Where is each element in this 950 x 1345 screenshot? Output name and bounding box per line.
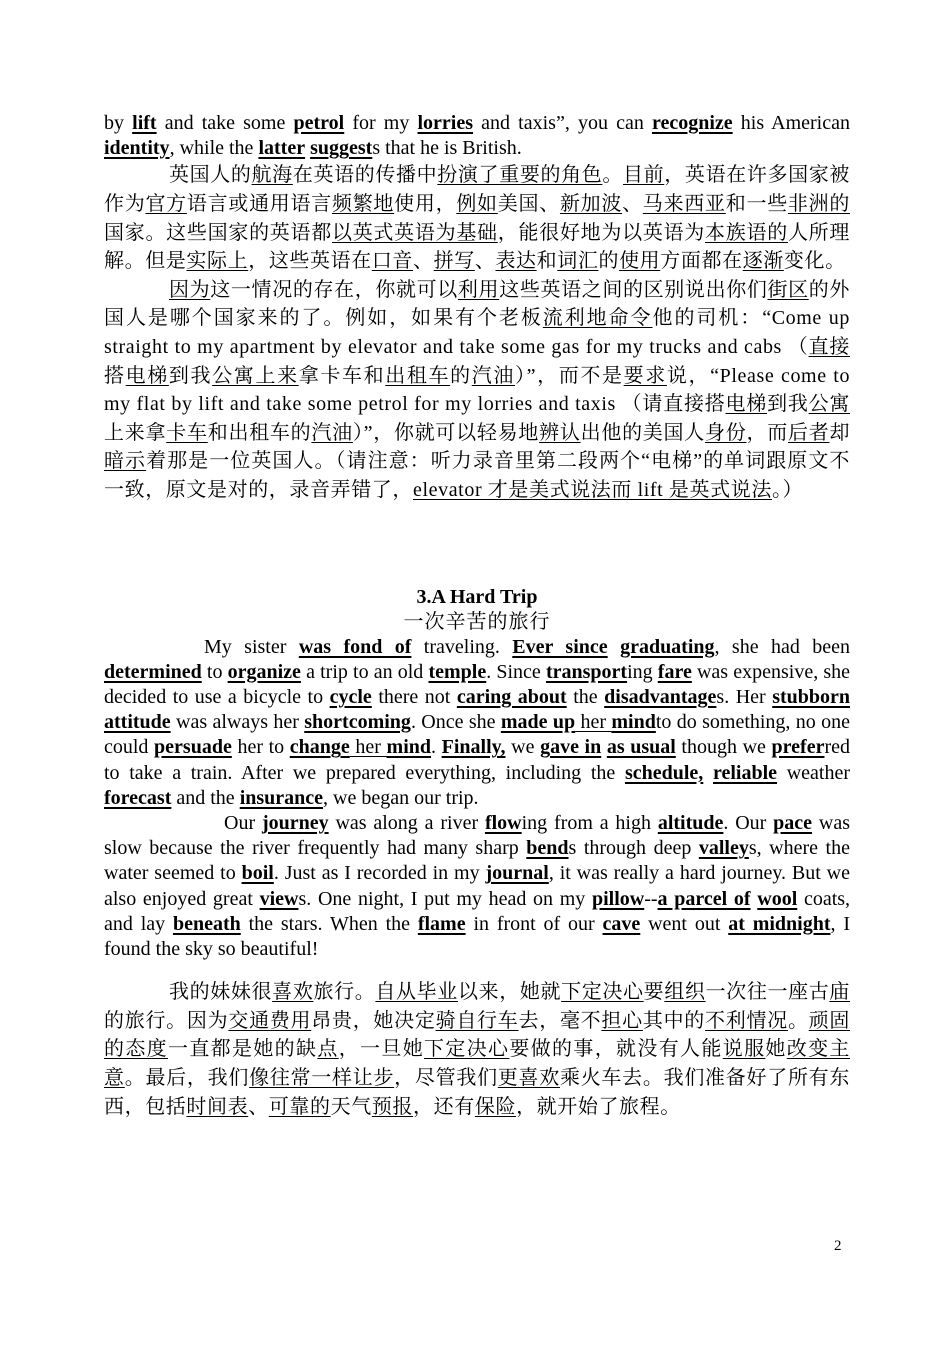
paragraph-english-2: My sister was fond of traveling. Ever since graduating, she had been determined to organize a trip to an old temple. Since transporting fare was expensive, she decided to use a bicycle to cycle there not caring about the disadvantages. Her stubborn attitude was always her shortcoming. Once she made up her mindto do something, no one could persuade her to change her mind. Finally, we gave in as usual though we preferred to take a train. After we prepared everything, including the schedule, reliable weather forecast and the insurance, we began our trip.: [104, 635, 851, 809]
section-subtitle: 一次辛苦的旅行: [403, 610, 551, 633]
document-page: [104, 111, 850, 1121]
paragraph-chinese-1: 英国人的航海在英语的传播中扮演了重要的角色。目前，英语在许多国家被作为官方语言或通用语言频繁地使用，例如美国、新加波、马来西亚和一些非洲的国家。这些国家的英语都以英式英语为基础，能很好地为以英语为本族语的人所理解。但是实际上，这些英语在口音、拼写、表达和词汇的使用方面都在逐渐变化。: [104, 164, 850, 273]
page-number: 2: [834, 1238, 842, 1254]
paragraph-english-1: by lift and take some petrol for my lorries and taxis”, you can recognize his American identity, while the latter suggests that he is British.: [104, 112, 850, 160]
section-title: 3.A Hard Trip: [416, 585, 538, 608]
paragraph-english-3: Our journey was along a river flowing from a high altitude. Our pace was slow because the river frequently had many sharp bends through deep valleys, where the water seemed to boil. Just as I recorded in my journal, it was really a hard journey. But we also enjoyed great views. One night, I put my head on my pillow--a parcel of wool coats, and lay beneath the stars. When the flame in front of our cave went out at midnight, I found the sky so beautiful!: [104, 811, 851, 960]
paragraph-chinese-2: 因为这一情况的存在，你就可以利用这些英语之间的区别说出你们街区的外国人是哪个国家来的了。例如，如果有个老板流利地命令他的司机：“Come up straight to my apartment by elevator and take some gas for my trucks and cabs （直接搭电梯到我公寓上来拿卡车和出租车的汽油）”，而不是要求说，“Please come to my flat by lift and take some petrol for my lorries and taxis （请直接搭电梯到我公寓上来拿卡车和出租车的汽油）”，你就可以轻易地辨认出他的美国人身份，而后者却暗示着那是一位英国人。（请注意：听力录音里第二段两个“电梯”的单词跟原文不一致，原文是对的，录音弄错了，elevator 才是美式说法而 lift 是英式说法。）: [104, 278, 851, 501]
paragraph-chinese-3: 我的妹妹很喜欢旅行。自从毕业以来，她就下定决心要组织一次往一座古庙的旅行。因为交通费用昂贵，她决定骑自行车去，毫不担心其中的不利情况。顽固的态度一直都是她的缺点，一旦她下定决心要做的事，就没有人能说服她改变主意。最后，我们像往常一样让步，尽管我们更喜欢乘火车去。我们准备好了所有东西，包括时间表、可靠的天气预报，还有保险，就开始了旅程。: [104, 981, 851, 1118]
